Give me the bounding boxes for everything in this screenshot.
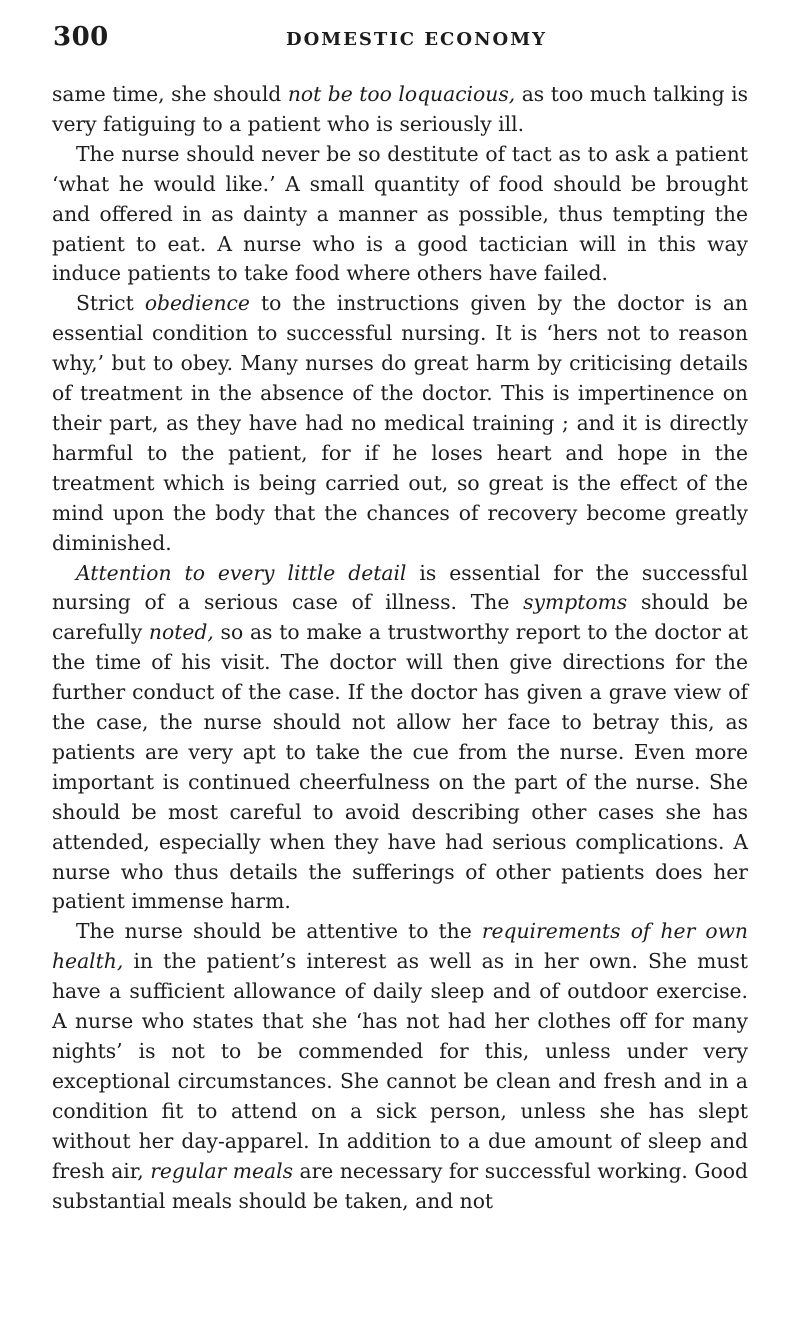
running-head xyxy=(48,22,752,56)
text-segment: same time, she should xyxy=(52,82,288,106)
body-text xyxy=(52,80,748,1216)
paragraph xyxy=(52,140,748,290)
text-segment: as too much talking is very fatiguing to a patient who is seriously ill. xyxy=(52,82,748,136)
italic-segment: not be too loquacious, xyxy=(287,82,516,106)
text-segment: are necessary for successful working. Good substantial meals should be taken, and not xyxy=(52,1158,748,1213)
running-title: DOMESTIC ECONOMY xyxy=(286,29,547,50)
italic-segment: symptoms xyxy=(523,590,628,615)
italic-segment: noted, xyxy=(148,620,214,645)
paragraph xyxy=(52,917,748,1216)
text-segment: is essential for the successful nursing of a serious case of illness. The xyxy=(52,560,748,615)
paragraph xyxy=(52,289,748,558)
italic-segment: regular meals xyxy=(150,1158,293,1183)
text-segment: The nurse should never be so destitute of tact as to ask a patient ‘what he would like.’ A small quantity of food should be brought and offered in as dainty a manner as possible, thus tempting the patient to eat. A nurse who is a good tactician will in this way induce patients to take food where others have failed. xyxy=(52,141,748,286)
text-segment: should be carefully xyxy=(52,590,748,645)
paragraph xyxy=(52,80,748,140)
paragraph xyxy=(52,559,748,918)
italic-segment: requirements of her own health, xyxy=(52,919,748,974)
text-segment: Strict xyxy=(76,291,145,316)
text-segment: The nurse should be attentive to the xyxy=(76,919,482,944)
italic-segment: Attention to every little detail xyxy=(76,560,407,585)
text-segment: to the instructions given by the doctor is an essential condition to successful nursing. It is ‘hers not to reason why,’ but to obey. Many nurses do great harm by criticising details of treatment in the absence of the doctor. This is impertinence on their part, as they have had no medical training ; and it is directly harmful to the patient, for if he loses heart and hope in the treatment which is being carried out, so great is the effect of the mind upon the body that the chances of recovery become greatly diminished. xyxy=(52,291,748,555)
text-segment: so as to make a trustworthy report to the doctor at the time of his visit. The doctor will then give directions for the further conduct of the case. If the doctor has given a grave view of the case, the nurse should not allow her face to betray this, as patients are very apt to take the cue from the nurse. Even more important is continued cheerfulness on the part of the nurse. She should be most careful to avoid describing other cases she has attended, especially when they have had serious complications. A nurse who thus details the sufferings of other patients does her patient immense harm. xyxy=(52,620,748,914)
italic-segment: obedience xyxy=(144,291,250,316)
page-number: 300 xyxy=(53,22,109,52)
text-segment: in the patient’s interest as well as in her own. She must have a sufficient allowance of daily sleep and of outdoor exercise. A nurse who states that she ‘has not had her clothes off for many nights’ is not to be commended for this, unless under very exceptional circumstances. She cannot be clean and fresh and in a condition fit to attend on a sick person, unless she has slept without her day-apparel. In addition to a due amount of sleep and fresh air, xyxy=(52,949,748,1183)
